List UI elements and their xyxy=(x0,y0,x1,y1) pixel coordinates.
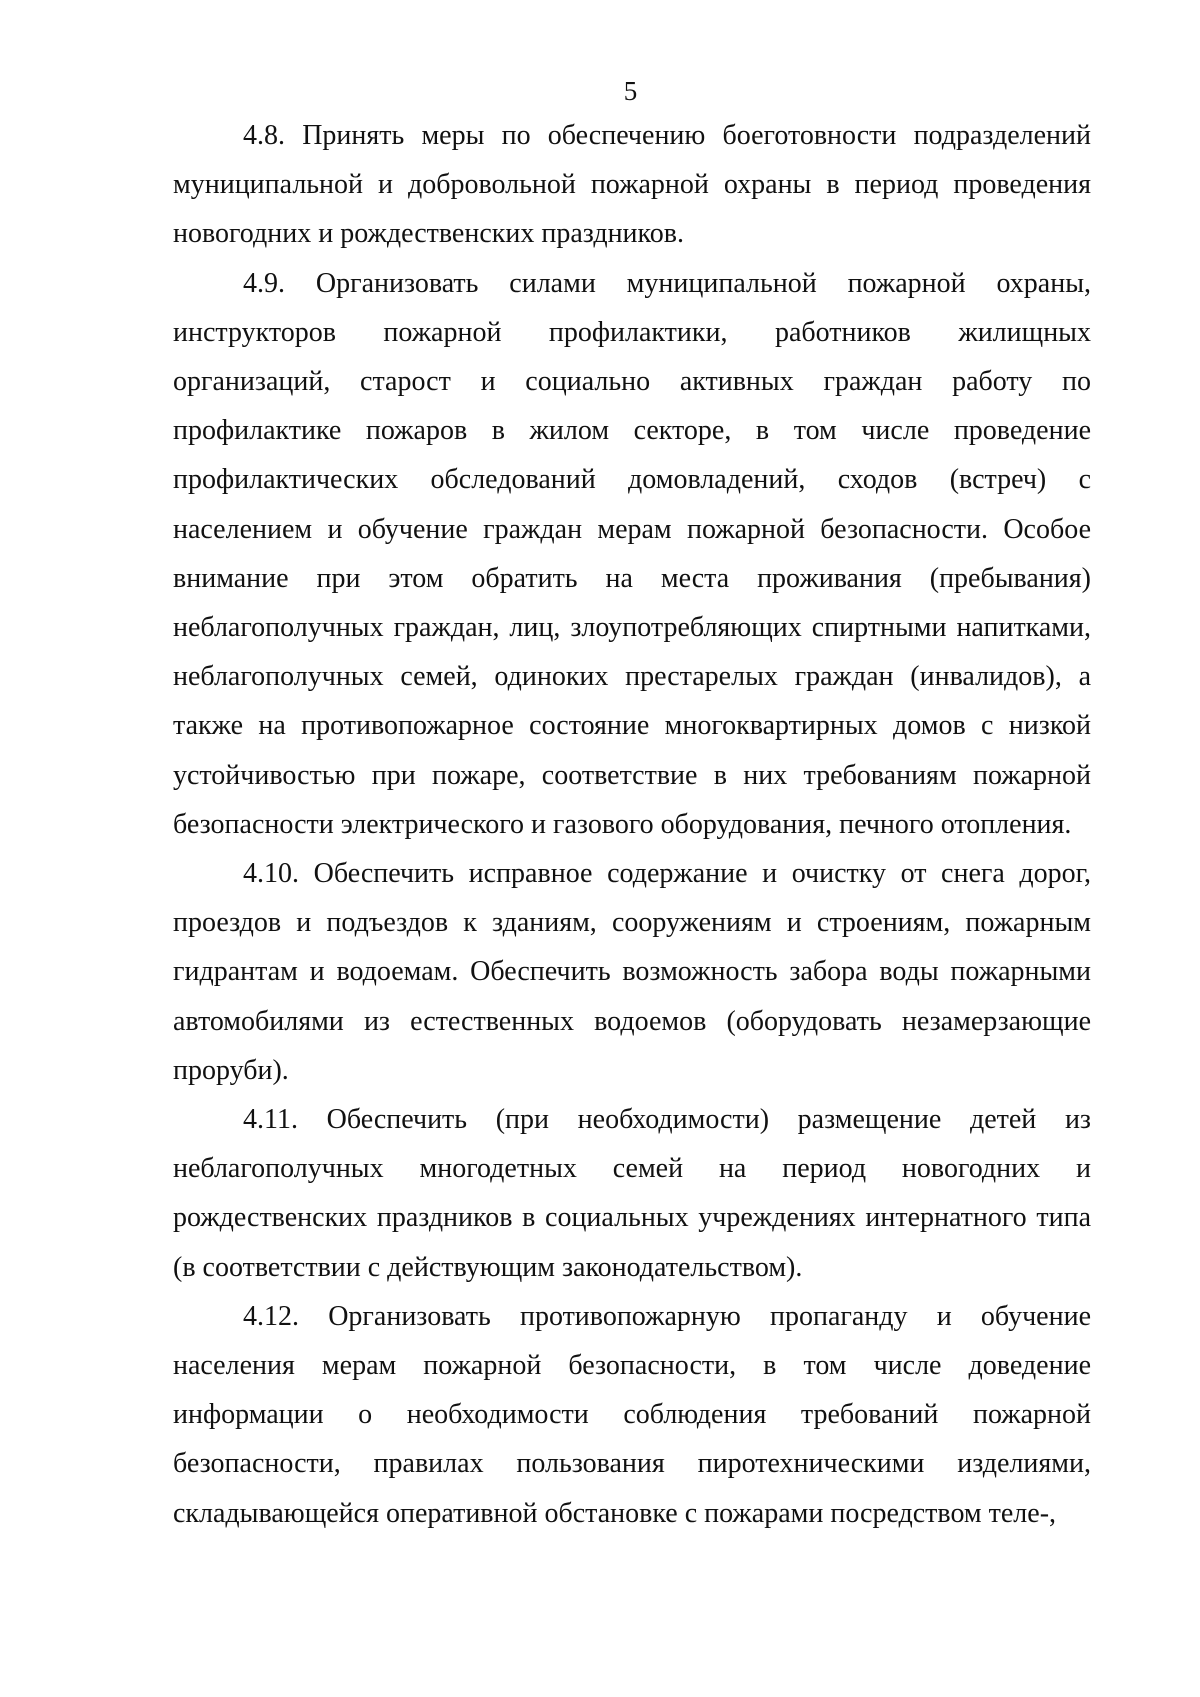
paragraph-4-10: 4.10. Обеспечить исправное содержание и очистку от снега дорог, проездов и подъездов к зданиям, сооружениям и строениям, пожарным гидрантам и водоемам. Обеспечить возможность забора воды пожарными автомобилями из естественных водоемов (оборудовать незамерзающие проруби). xyxy=(173,858,1091,1086)
paragraph-4-8: 4.8. Принять меры по обеспечению боеготовности подразделений муниципальной и добровольной пожарной охраны в период проведения новогодних и рождественских праздников. xyxy=(173,120,1091,250)
page-number: 5 xyxy=(623,76,638,106)
paragraph-4-9: 4.9. Организовать силами муниципальной пожарной охраны, инструкторов пожарной профилактики, работников жилищных организаций, старост и социально активных граждан работу по профилактике пожаров в жилом секторе, в том числе проведение профилактических обследований домовладений, сходов (встреч) с населением и обучение граждан мерам пожарной безопасности. Особое внимание при этом обратить на места проживания (пребывания) неблагополучных граждан, лиц, злоупотребляющих спиртными напитками, неблагополучных семей, одиноких престарелых граждан (инвалидов), а также на противопожарное состояние многоквартирных домов с низкой устойчивостью при пожаре, соответствие в них требованиям пожарной безопасности электрического и газового оборудования, печного отопления. xyxy=(173,267,1091,840)
document-body xyxy=(173,111,1091,1538)
paragraph-4-11: 4.11. Обеспечить (при необходимости) размещение детей из неблагополучных многодетных семей на период новогодних и рождественских праздников в социальных учреждениях интернатного типа (в соответствии с действующим законодательством). xyxy=(173,1104,1091,1283)
paragraph-4-12: 4.12. Организовать противопожарную пропаганду и обучение населения мерам пожарной безопасности, в том числе доведение информации о необходимости соблюдения требований пожарной безопасности, правилах пользования пиротехническими изделиями, складывающейся оперативной обстановке с пожарами посредством теле-, xyxy=(173,1300,1091,1529)
